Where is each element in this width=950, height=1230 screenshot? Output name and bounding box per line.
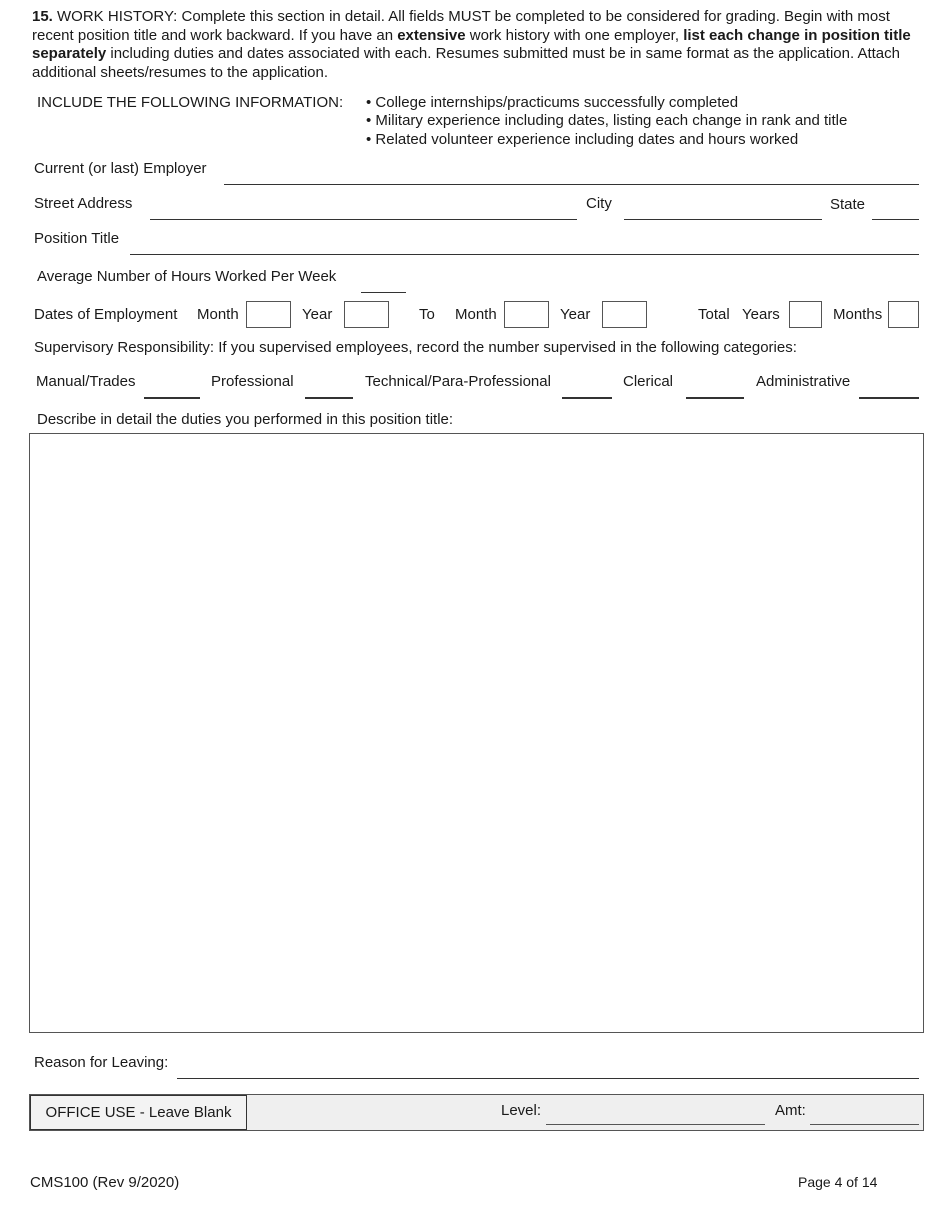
- manual-label: Manual/Trades: [36, 373, 136, 390]
- reason-input[interactable]: [177, 1056, 919, 1078]
- intro-bold-1: extensive: [397, 26, 466, 44]
- position-field[interactable]: [130, 232, 919, 255]
- total-years-input[interactable]: [790, 302, 821, 327]
- end-month-input[interactable]: [505, 302, 548, 327]
- section-number: 15.: [32, 8, 53, 25]
- duties-label: Describe in detail the duties you performed in this position title:: [37, 411, 454, 428]
- employer-input[interactable]: [224, 162, 919, 184]
- amt-field: [810, 1103, 919, 1125]
- technical-input[interactable]: [562, 375, 612, 397]
- end-year-box[interactable]: [602, 301, 647, 328]
- street-input[interactable]: [150, 197, 577, 219]
- start-month-label: Month: [197, 306, 239, 323]
- end-year-label: Year: [560, 306, 591, 323]
- employer-field[interactable]: [224, 162, 919, 185]
- include-bullet-3: • Related volunteer experience including dates and hours worked: [366, 131, 799, 148]
- city-label: City: [586, 195, 612, 212]
- clerical-field[interactable]: [686, 375, 744, 399]
- reason-label: Reason for Leaving:: [34, 1054, 169, 1071]
- section-intro: [32, 8, 922, 82]
- manual-input[interactable]: [144, 375, 200, 397]
- total-months-label: Months: [833, 306, 883, 323]
- position-input[interactable]: [130, 232, 919, 254]
- duties-textarea[interactable]: [30, 434, 923, 1032]
- professional-input[interactable]: [305, 375, 353, 397]
- city-input[interactable]: [624, 197, 822, 219]
- include-bullet-2: • Military experience including dates, listing each change in rank and title: [366, 112, 848, 129]
- street-field[interactable]: [150, 197, 577, 220]
- manual-field[interactable]: [144, 375, 200, 399]
- include-bullet-1: • College internships/practicums successfully completed: [366, 94, 739, 111]
- total-months-box[interactable]: [888, 301, 919, 328]
- hours-input[interactable]: [361, 270, 406, 292]
- office-use-label: OFFICE USE - Leave Blank: [30, 1095, 247, 1130]
- intro-bold-2: list each change in position title separately: [32, 26, 911, 62]
- end-year-input[interactable]: [603, 302, 646, 327]
- administrative-label: Administrative: [756, 373, 851, 390]
- office-use-bar: [29, 1094, 924, 1131]
- clerical-input[interactable]: [686, 375, 744, 397]
- technical-field[interactable]: [562, 375, 612, 399]
- form-id: CMS100 (Rev 9/2020): [30, 1174, 180, 1191]
- include-label: INCLUDE THE FOLLOWING INFORMATION:: [37, 94, 344, 111]
- clerical-label: Clerical: [623, 373, 674, 390]
- end-month-label: Month: [455, 306, 497, 323]
- level-field: [546, 1103, 765, 1125]
- position-label: Position Title: [34, 230, 120, 247]
- reason-field[interactable]: [177, 1056, 919, 1079]
- state-field[interactable]: [872, 197, 919, 220]
- start-year-box[interactable]: [344, 301, 389, 328]
- hours-field[interactable]: [361, 270, 406, 293]
- page-number: Page 4 of 14: [798, 1174, 878, 1190]
- city-field[interactable]: [624, 197, 822, 220]
- intro-text-3: including duties and dates associated with each. Resumes submitted must be in same format as the application. Attach additional sheets/resumes to the application.: [32, 45, 900, 81]
- duties-textarea-box[interactable]: [29, 433, 924, 1033]
- employer-label: Current (or last) Employer: [34, 160, 207, 177]
- end-month-box[interactable]: [504, 301, 549, 328]
- total-months-input[interactable]: [889, 302, 918, 327]
- state-input[interactable]: [872, 197, 919, 219]
- street-label: Street Address: [34, 195, 133, 212]
- start-month-box[interactable]: [246, 301, 291, 328]
- total-label: Total: [698, 306, 730, 323]
- administrative-input[interactable]: [859, 375, 919, 397]
- start-month-input[interactable]: [247, 302, 290, 327]
- administrative-field[interactable]: [859, 375, 919, 399]
- intro-text-1: WORK HISTORY: Complete this section in detail. All fields MUST be completed to be considered for grading. Begin with most recent position title and work backward. If you have an: [32, 8, 890, 44]
- amt-label: Amt:: [775, 1102, 806, 1119]
- to-label: To: [419, 306, 435, 323]
- hours-label: Average Number of Hours Worked Per Week: [37, 268, 337, 285]
- level-label: Level:: [501, 1102, 542, 1119]
- supervisory-label: Supervisory Responsibility: If you supervised employees, record the number supervised in the following categories:: [34, 339, 797, 356]
- start-year-input[interactable]: [345, 302, 388, 327]
- total-years-label: Years: [742, 306, 780, 323]
- professional-field[interactable]: [305, 375, 353, 399]
- intro-text-2: work history with one employer,: [465, 26, 684, 44]
- dates-label: Dates of Employment: [34, 306, 178, 323]
- start-year-label: Year: [302, 306, 333, 323]
- professional-label: Professional: [211, 373, 294, 390]
- total-years-box[interactable]: [789, 301, 822, 328]
- technical-label: Technical/Para-Professional: [365, 373, 551, 390]
- state-label: State: [830, 196, 866, 213]
